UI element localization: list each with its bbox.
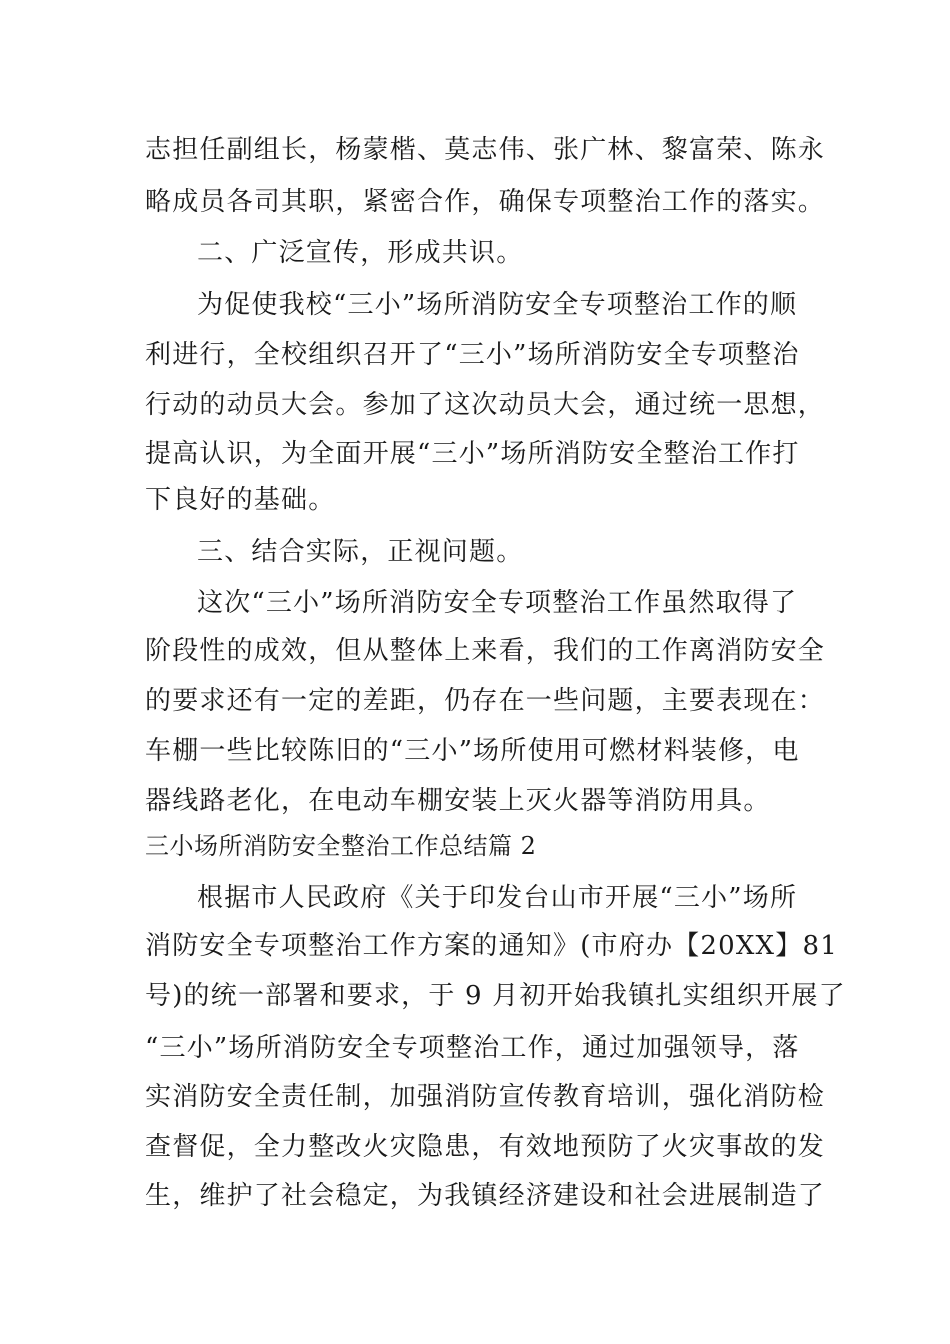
section-heading: 二、广泛宣传，形成共识。: [197, 238, 524, 268]
section-heading: 三、结合实际，正视问题。: [197, 537, 524, 567]
text-line: 车棚一些比较陈旧的“三小”场所使用可燃材料装修，电: [145, 736, 800, 766]
text-line: 略成员各司其职，紧密合作，确保专项整治工作的落实。: [145, 187, 826, 217]
text-line: 消防安全专项整治工作方案的通知》(市府办【20XX】81: [145, 931, 838, 961]
text-line: 志担任副组长，杨蒙楷、莫志伟、张广林、黎富荣、陈永: [145, 135, 826, 165]
text-line: 提高认识，为全面开展“三小”场所消防安全整治工作打: [145, 439, 800, 469]
text-line: 生，维护了社会稳定，为我镇经济建设和社会进展制造了: [145, 1181, 826, 1211]
text-line: 行动的动员大会。参加了这次动员大会，通过统一思想，: [145, 390, 826, 420]
text-line: 为促使我校“三小”场所消防安全专项整治工作的顺: [197, 290, 798, 320]
text-line: 根据市人民政府《关于印发台山市开展“三小”场所: [197, 883, 798, 913]
text-line: 查督促，全力整改火灾隐患，有效地预防了火灾事故的发: [145, 1132, 826, 1162]
text-line: 器线路老化，在电动车棚安装上灭火器等消防用具。: [145, 786, 771, 816]
text-line: 下良好的基础。: [145, 485, 336, 515]
text-line: 这次“三小”场所消防安全专项整治工作虽然取得了: [197, 588, 798, 618]
text-line: 利进行，全校组织召开了“三小”场所消防安全专项整治: [145, 340, 800, 370]
text-line: 实消防安全责任制，加强消防宣传教育培训，强化消防检: [145, 1082, 826, 1112]
text-line: “三小”场所消防安全专项整治工作，通过加强领导，落: [145, 1033, 800, 1063]
text-line: 的要求还有一定的差距，仍存在一些问题，主要表现在：: [145, 686, 826, 716]
article-title: 三小场所消防安全整治工作总结篇 2: [145, 832, 537, 860]
text-line: 阶段性的成效，但从整体上来看，我们的工作离消防安全: [145, 636, 826, 666]
text-line: 号)的统一部署和要求，于 9 月初开始我镇扎实组织开展了: [145, 981, 846, 1011]
